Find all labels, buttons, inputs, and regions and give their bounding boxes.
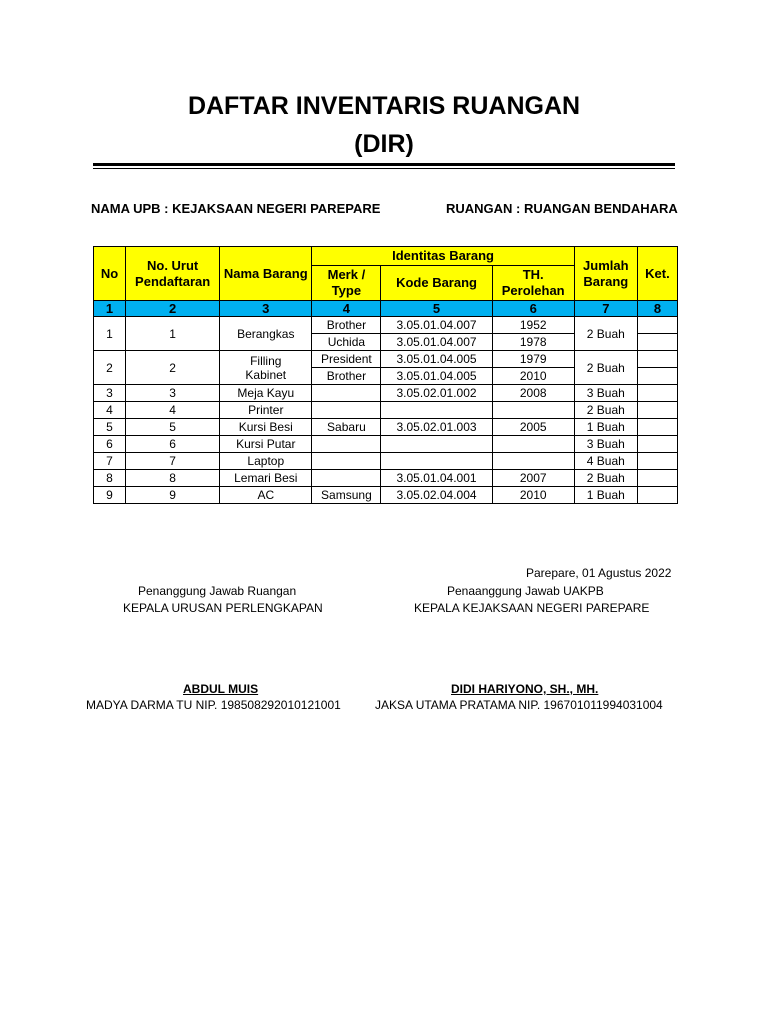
right-signer-nip: JAKSA UTAMA PRATAMA NIP. 196701011994031004 [375, 698, 663, 712]
cell-ket [637, 385, 677, 402]
cell-ket [637, 334, 677, 351]
cell-jumlah: 2 Buah [574, 317, 637, 351]
cell-no: 4 [94, 402, 126, 419]
cell-jumlah: 2 Buah [574, 351, 637, 385]
right-signer-position: KEPALA KEJAKSAAN NEGERI PAREPARE [414, 601, 650, 615]
cell-merk: Uchida [312, 334, 381, 351]
header-ket: Ket. [637, 247, 677, 301]
header-kode-barang: Kode Barang [381, 266, 492, 301]
cell-jumlah: 2 Buah [574, 402, 637, 419]
cell-kode: 3.05.01.04.005 [381, 368, 492, 385]
document-title: DAFTAR INVENTARIS RUANGAN [187, 92, 581, 120]
cell-merk: Sabaru [312, 419, 381, 436]
cell-jumlah: 4 Buah [574, 453, 637, 470]
cell-th [492, 436, 574, 453]
cell-merk [312, 470, 381, 487]
cell-th: 2007 [492, 470, 574, 487]
cell-kode: 3.05.02.01.003 [381, 419, 492, 436]
cell-no-urut: 4 [126, 402, 220, 419]
title-divider-thick [93, 163, 675, 166]
cell-no-urut: 8 [126, 470, 220, 487]
cell-jumlah: 3 Buah [574, 385, 637, 402]
cell-jumlah: 3 Buah [574, 436, 637, 453]
table-row [94, 470, 678, 487]
cell-no-urut: 2 [126, 351, 220, 385]
cell-ket [637, 487, 677, 504]
left-signer-nip: MADYA DARMA TU NIP. 198508292010121001 [86, 698, 341, 712]
table-row [94, 317, 678, 334]
cell-ket [637, 453, 677, 470]
cell-kode: 3.05.01.04.007 [381, 317, 492, 334]
cell-th: 1978 [492, 334, 574, 351]
cell-nama-barang [220, 351, 312, 385]
cell-no: 8 [94, 470, 126, 487]
cell-merk [312, 436, 381, 453]
cell-nama-barang: Printer [220, 402, 312, 419]
room-label: RUANGAN : RUANGAN BENDAHARA [446, 201, 678, 216]
header-jumlah-barang: Jumlah Barang [574, 247, 637, 301]
column-number: 5 [381, 301, 492, 317]
cell-merk: Brother [312, 368, 381, 385]
cell-nama-line: Kabinet [245, 367, 287, 382]
table-row [94, 419, 678, 436]
header-merk-type: Merk / Type [312, 266, 381, 301]
cell-kode: 3.05.01.04.007 [381, 334, 492, 351]
cell-no: 1 [94, 317, 126, 351]
cell-th: 2010 [492, 368, 574, 385]
cell-no: 7 [94, 453, 126, 470]
cell-no-urut: 7 [126, 453, 220, 470]
left-signer-role: Penanggung Jawab Ruangan [138, 584, 297, 598]
header-identitas-barang: Identitas Barang [312, 247, 574, 266]
cell-nama-barang: Kursi Besi [220, 419, 312, 436]
column-number: 1 [94, 301, 126, 317]
cell-ket [637, 317, 677, 334]
cell-nama-barang: Lemari Besi [220, 470, 312, 487]
column-number: 2 [126, 301, 220, 317]
column-number: 6 [492, 301, 574, 317]
title-divider-thin [93, 168, 675, 169]
cell-nama-barang: Laptop [220, 453, 312, 470]
column-number-row [94, 301, 678, 317]
cell-jumlah: 1 Buah [574, 419, 637, 436]
cell-ket [637, 470, 677, 487]
cell-th: 1979 [492, 351, 574, 368]
cell-merk [312, 385, 381, 402]
header-nama-barang: Nama Barang [220, 247, 312, 301]
cell-no: 9 [94, 487, 126, 504]
cell-ket [637, 368, 677, 385]
cell-jumlah: 1 Buah [574, 487, 637, 504]
inventory-table [93, 246, 678, 504]
cell-merk: Samsung [312, 487, 381, 504]
cell-nama-barang: Kursi Putar [220, 436, 312, 453]
cell-kode: 3.05.02.01.002 [381, 385, 492, 402]
cell-th: 2010 [492, 487, 574, 504]
cell-nama-line: Filling [250, 353, 282, 368]
table-row [94, 453, 678, 470]
cell-no-urut: 5 [126, 419, 220, 436]
cell-no-urut: 1 [126, 317, 220, 351]
table-row [94, 436, 678, 453]
cell-kode: 3.05.01.04.005 [381, 351, 492, 368]
cell-kode: 3.05.01.04.001 [381, 470, 492, 487]
cell-ket [637, 402, 677, 419]
cell-th: 2005 [492, 419, 574, 436]
cell-no: 2 [94, 351, 126, 385]
header-no: No [94, 247, 126, 301]
cell-nama-barang: Meja Kayu [220, 385, 312, 402]
cell-ket [637, 436, 677, 453]
table-row [94, 351, 678, 368]
table-row [94, 487, 678, 504]
column-number: 3 [220, 301, 312, 317]
cell-th: 2008 [492, 385, 574, 402]
column-number: 8 [637, 301, 677, 317]
right-signer-role: Penaanggung Jawab UAKPB [447, 584, 604, 598]
cell-merk: Brother [312, 317, 381, 334]
cell-merk: President [312, 351, 381, 368]
right-signer-name: DIDI HARIYONO, SH., MH. [451, 682, 599, 696]
cell-no: 6 [94, 436, 126, 453]
header-th-perolehan: TH. Perolehan [492, 266, 574, 301]
cell-kode [381, 453, 492, 470]
cell-no-urut: 6 [126, 436, 220, 453]
cell-ket [637, 351, 677, 368]
cell-kode: 3.05.02.04.004 [381, 487, 492, 504]
table-row [94, 385, 678, 402]
cell-jumlah: 2 Buah [574, 470, 637, 487]
column-number: 7 [574, 301, 637, 317]
cell-no: 3 [94, 385, 126, 402]
place-date: Parepare, 01 Agustus 2022 [526, 566, 672, 580]
left-signer-position: KEPALA URUSAN PERLENGKAPAN [123, 601, 323, 615]
cell-ket [637, 419, 677, 436]
cell-kode [381, 436, 492, 453]
table-row [94, 402, 678, 419]
cell-th [492, 453, 574, 470]
cell-no: 5 [94, 419, 126, 436]
cell-nama-barang: Berangkas [220, 317, 312, 351]
document-subtitle: (DIR) [354, 130, 414, 158]
cell-no-urut: 9 [126, 487, 220, 504]
cell-nama-barang: AC [220, 487, 312, 504]
cell-th [492, 402, 574, 419]
header-no-urut: No. Urut Pendaftaran [126, 247, 220, 301]
upb-label: NAMA UPB : KEJAKSAAN NEGERI PAREPARE [91, 201, 381, 216]
cell-th: 1952 [492, 317, 574, 334]
cell-merk [312, 453, 381, 470]
cell-kode [381, 402, 492, 419]
left-signer-name: ABDUL MUIS [183, 682, 259, 696]
cell-no-urut: 3 [126, 385, 220, 402]
column-number: 4 [312, 301, 381, 317]
cell-merk [312, 402, 381, 419]
